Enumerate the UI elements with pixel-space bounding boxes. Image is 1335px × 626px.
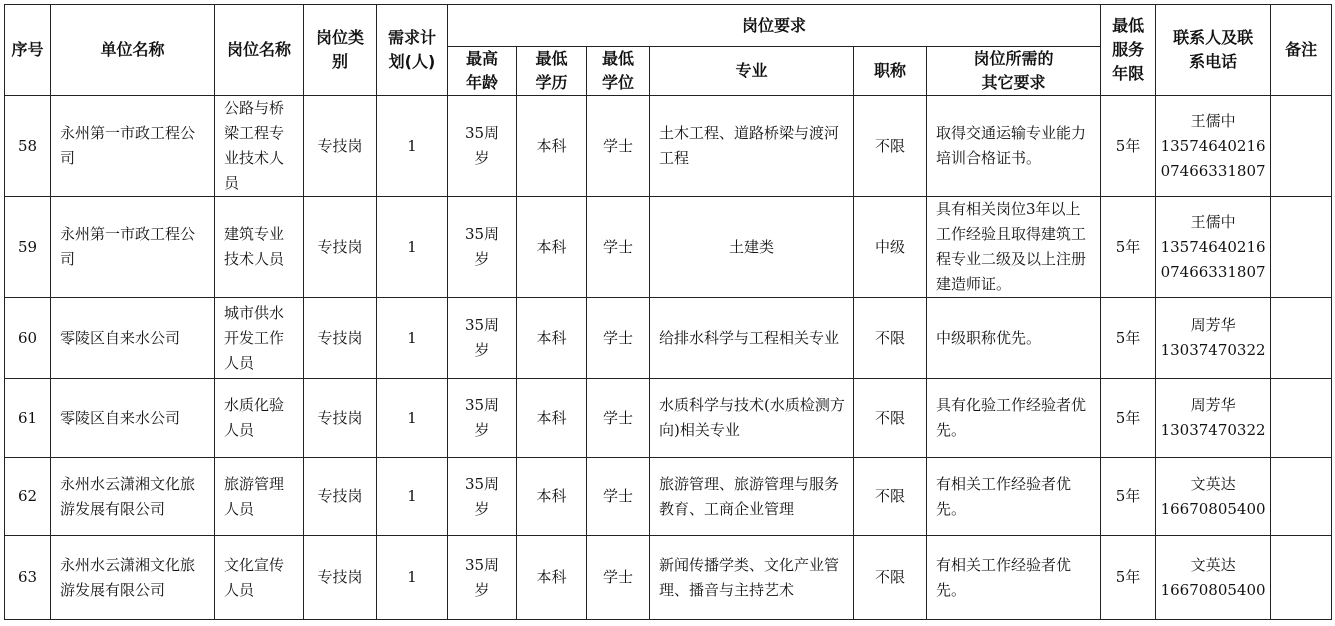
cell-contact <box>1156 379 1271 458</box>
cell-min-degree: 学士 <box>587 96 650 197</box>
header-contact: 联系人及联系电话 <box>1156 5 1271 96</box>
cell-min-edu: 本科 <box>517 458 587 536</box>
cell-title: 中级 <box>854 197 927 298</box>
cell-unit: 永州第一市政工程公司 <box>51 197 215 298</box>
cell-min-edu: 本科 <box>517 379 587 458</box>
cell-seq: 61 <box>5 379 51 458</box>
cell-remarks <box>1271 96 1332 197</box>
cell-contact <box>1156 197 1271 298</box>
cell-post: 公路与桥梁工程专业技术人员 <box>215 96 304 197</box>
cell-major: 土木工程、道路桥梁与渡河工程 <box>650 96 854 197</box>
cell-min-degree: 学士 <box>587 298 650 379</box>
cell-remarks <box>1271 379 1332 458</box>
cell-title: 不限 <box>854 379 927 458</box>
cell-unit: 零陵区自来水公司 <box>51 298 215 379</box>
cell-max-age: 35周岁 <box>448 379 517 458</box>
cell-category: 专技岗 <box>304 96 377 197</box>
cell-unit: 永州第一市政工程公司 <box>51 96 215 197</box>
cell-min-edu: 本科 <box>517 298 587 379</box>
header-major: 专业 <box>650 47 854 96</box>
contact-phone: 07466331807 <box>1160 161 1266 180</box>
cell-title: 不限 <box>854 298 927 379</box>
cell-remarks <box>1271 536 1332 620</box>
table-row <box>5 536 1332 620</box>
cell-contact <box>1156 298 1271 379</box>
cell-min-edu: 本科 <box>517 536 587 620</box>
table-row <box>5 96 1332 197</box>
cell-category: 专技岗 <box>304 536 377 620</box>
cell-demand: 1 <box>377 379 448 458</box>
contact-phone: 13574640216 <box>1160 136 1266 155</box>
contact-phone: 13574640216 <box>1160 237 1266 256</box>
cell-remarks <box>1271 458 1332 536</box>
contact-phone: 13037470322 <box>1160 421 1266 439</box>
cell-title: 不限 <box>854 536 927 620</box>
header-min-degree: 最低学位 <box>587 47 650 96</box>
cell-max-age: 35周岁 <box>448 96 517 197</box>
recruitment-table <box>4 4 1332 620</box>
cell-service: 5年 <box>1101 379 1156 458</box>
header-other: 岗位所需的其它要求 <box>927 47 1101 96</box>
cell-other: 有相关工作经验者优先。 <box>927 458 1101 536</box>
header-post: 岗位名称 <box>215 5 304 96</box>
cell-major: 水质科学与技术(水质检测方向)相关专业 <box>650 379 854 458</box>
header-service: 最低服务年限 <box>1101 5 1156 96</box>
cell-service: 5年 <box>1101 298 1156 379</box>
cell-title: 不限 <box>854 458 927 536</box>
cell-major: 给排水科学与工程相关专业 <box>650 298 854 379</box>
cell-seq: 62 <box>5 458 51 536</box>
table-row <box>5 379 1332 458</box>
table-row <box>5 298 1332 379</box>
cell-service: 5年 <box>1101 197 1156 298</box>
cell-service: 5年 <box>1101 458 1156 536</box>
cell-seq: 60 <box>5 298 51 379</box>
contact-name: 周芳华 <box>1190 316 1236 334</box>
header-unit: 单位名称 <box>51 5 215 96</box>
contact-phone: 07466331807 <box>1160 262 1266 281</box>
cell-other: 有相关工作经验者优先。 <box>927 536 1101 620</box>
cell-min-edu: 本科 <box>517 197 587 298</box>
cell-other: 中级职称优先。 <box>927 298 1101 379</box>
cell-contact <box>1156 536 1271 620</box>
cell-max-age: 35周岁 <box>448 298 517 379</box>
contact-phone: 16670805400 <box>1160 499 1266 518</box>
contact-name: 文英达 <box>1190 474 1236 493</box>
cell-min-degree: 学士 <box>587 458 650 536</box>
cell-other: 具有相关岗位3年以上工作经验且取得建筑工程专业二级及以上注册建造师证。 <box>927 197 1101 298</box>
header-remarks: 备注 <box>1271 5 1332 96</box>
cell-min-edu: 本科 <box>517 96 587 197</box>
cell-min-degree: 学士 <box>587 379 650 458</box>
cell-max-age: 35周岁 <box>448 536 517 620</box>
cell-post: 旅游管理人员 <box>215 458 304 536</box>
cell-unit: 零陵区自来水公司 <box>51 379 215 458</box>
header-demand: 需求计划(人) <box>377 5 448 96</box>
contact-phone: 13037470322 <box>1160 341 1266 359</box>
cell-seq: 63 <box>5 536 51 620</box>
contact-name: 周芳华 <box>1190 396 1236 414</box>
recruitment-table-container <box>4 4 1332 620</box>
cell-min-degree: 学士 <box>587 197 650 298</box>
header-title: 职称 <box>854 47 927 96</box>
cell-demand: 1 <box>377 458 448 536</box>
cell-remarks <box>1271 197 1332 298</box>
header-seq: 序号 <box>5 5 51 96</box>
cell-major: 新闻传播学类、文化产业管理、播音与主持艺术 <box>650 536 854 620</box>
cell-unit: 永州水云潇湘文化旅游发展有限公司 <box>51 458 215 536</box>
contact-name: 文英达 <box>1190 555 1236 574</box>
cell-max-age: 35周岁 <box>448 458 517 536</box>
cell-remarks <box>1271 298 1332 379</box>
cell-other: 具有化验工作经验者优先。 <box>927 379 1101 458</box>
cell-major: 土建类 <box>650 197 854 298</box>
header-min-edu: 最低学历 <box>517 47 587 96</box>
cell-post: 建筑专业技术人员 <box>215 197 304 298</box>
cell-contact <box>1156 458 1271 536</box>
cell-demand: 1 <box>377 96 448 197</box>
cell-other: 取得交通运输专业能力培训合格证书。 <box>927 96 1101 197</box>
header-requirements: 岗位要求 <box>448 5 1101 47</box>
cell-unit: 永州水云潇湘文化旅游发展有限公司 <box>51 536 215 620</box>
cell-category: 专技岗 <box>304 379 377 458</box>
cell-title: 不限 <box>854 96 927 197</box>
header-max-age: 最高年龄 <box>448 47 517 96</box>
cell-service: 5年 <box>1101 96 1156 197</box>
contact-name: 王儒中 <box>1190 111 1236 130</box>
cell-max-age: 35周岁 <box>448 197 517 298</box>
contact-name: 王儒中 <box>1190 212 1236 231</box>
cell-seq: 58 <box>5 96 51 197</box>
cell-category: 专技岗 <box>304 458 377 536</box>
cell-demand: 1 <box>377 536 448 620</box>
cell-post: 水质化验人员 <box>215 379 304 458</box>
contact-phone: 16670805400 <box>1160 580 1266 599</box>
header-category: 岗位类别 <box>304 5 377 96</box>
cell-demand: 1 <box>377 197 448 298</box>
cell-category: 专技岗 <box>304 298 377 379</box>
table-row <box>5 458 1332 536</box>
cell-seq: 59 <box>5 197 51 298</box>
cell-category: 专技岗 <box>304 197 377 298</box>
cell-min-degree: 学士 <box>587 536 650 620</box>
cell-contact <box>1156 96 1271 197</box>
table-row <box>5 197 1332 298</box>
cell-post: 文化宣传人员 <box>215 536 304 620</box>
cell-demand: 1 <box>377 298 448 379</box>
cell-service: 5年 <box>1101 536 1156 620</box>
cell-major: 旅游管理、旅游管理与服务教育、工商企业管理 <box>650 458 854 536</box>
cell-post: 城市供水开发工作人员 <box>215 298 304 379</box>
